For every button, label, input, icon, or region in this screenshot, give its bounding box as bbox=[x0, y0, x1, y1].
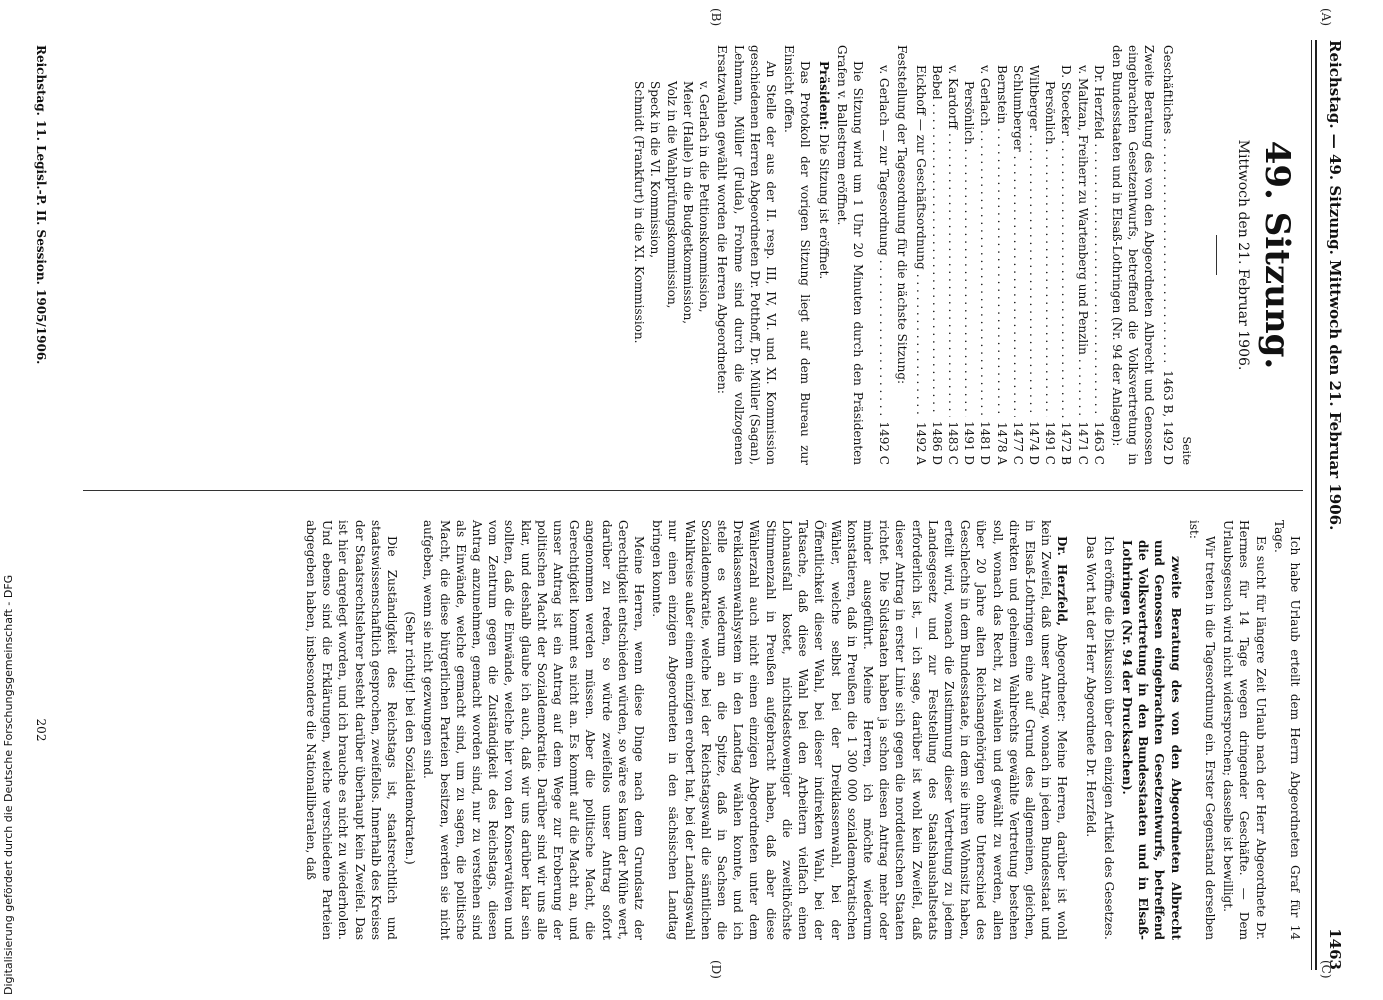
toc-row bbox=[876, 45, 892, 465]
next-agenda: Feststellung der Tagesordnung für die nächste Sitzung: bbox=[895, 45, 910, 385]
toc-dots bbox=[1058, 140, 1074, 418]
toc-row bbox=[1058, 45, 1074, 465]
commission-member: v. Gerlach in die Petitionskommission, bbox=[697, 81, 712, 313]
paragraph: Ich habe Urlaub erteilt dem Herrn Abgeordneten Graf für 14 Tage. bbox=[1271, 520, 1302, 940]
toc-dots bbox=[977, 130, 993, 417]
paragraph: Das Wort hat der Herr Abgeordnete Dr. Herzfeld. bbox=[1083, 536, 1098, 838]
toc-row bbox=[977, 45, 993, 465]
toc-row bbox=[961, 45, 977, 465]
credit-text: Digitalisierung gefördert durch die Deutsche Forschungsgemeinschaft - DFG bbox=[2, 574, 15, 995]
toc-dots bbox=[1091, 143, 1107, 417]
toc-row bbox=[929, 45, 945, 465]
toc-row bbox=[912, 45, 928, 465]
toc-label: v. Gerlach bbox=[978, 65, 993, 126]
president-label: Präsident: bbox=[816, 61, 831, 131]
session-date: Mittwoch den 21. Februar 1906. bbox=[1235, 139, 1251, 371]
digitization-credit bbox=[2, 575, 15, 995]
left-column bbox=[631, 45, 1303, 465]
toc-page: 1463 C bbox=[1091, 421, 1106, 465]
toc-label: v. Maltzan, Freiherr zu Wartenberg und Penzlin bbox=[1075, 65, 1090, 355]
speech-paragraph: Die Zuständigkeit des Reichstags ist, staatsrechtlich und staatswissenschaftlich gesprochen, zweifellos. Innerhalb des Kreises der Staatsrechtslehrer besteht darüber überhaupt kein Zweifel. Das ist hier dargelegt worden, und ich brauche es nicht zu wiederholen. Und ebenso sind die Erklärungen, welche verschiedene Parteien abgegeben haben, insbesondere die Nationalliberalen, daß bbox=[304, 520, 400, 940]
margin-letter-a: (A) bbox=[1319, 8, 1333, 27]
toc-dots bbox=[945, 133, 961, 417]
toc-dots bbox=[1159, 138, 1175, 366]
commission-member: Meier (Halle) in die Budgetkommission, bbox=[680, 81, 695, 325]
seite-label: Seite bbox=[1179, 436, 1193, 465]
toc-page: 1477 C bbox=[1010, 421, 1025, 465]
toc-label: D. Stoecker bbox=[1059, 65, 1074, 137]
header-rule bbox=[1315, 40, 1317, 970]
toc-page: 1483 C bbox=[945, 421, 960, 465]
footer-session-info: Reichstag. 11. Legisl.-P. II. Session. 1905/1906. bbox=[34, 45, 48, 365]
toc-dots bbox=[876, 260, 892, 418]
protocol-paragraph: Das Protokoll der vorigen Sitzung liegt auf dem Bureau zur Einsicht offen. bbox=[782, 45, 813, 465]
toc-label: Persönlich bbox=[962, 81, 977, 145]
running-header bbox=[1321, 40, 1349, 970]
speaker-role: Abgeordneter: bbox=[1055, 633, 1070, 723]
toc-row bbox=[1091, 45, 1107, 465]
toc-dots bbox=[929, 104, 945, 417]
commission-list bbox=[631, 45, 712, 465]
toc-label: Wiltberger bbox=[1026, 65, 1041, 131]
toc-label: Dr. Herzfeld bbox=[1091, 65, 1106, 140]
toc-dots bbox=[1026, 135, 1042, 417]
toc-row bbox=[1026, 45, 1042, 465]
margin-letter-c: (C) bbox=[1319, 960, 1333, 979]
toc-item-text: Zweite Beratung des von den Abgeordneten Albrecht und Genossen eingebrachten Gesetzentwurfs, betreffend die Volksvertretung in den Bundesstaaten und in Elsaß-Lothringen (Nr. 94 der Anlagen): bbox=[1109, 45, 1157, 465]
session-title: 49. Sitzung. bbox=[1257, 140, 1297, 370]
column-divider bbox=[83, 490, 1303, 491]
president-text: Die Sitzung ist eröffnet. bbox=[816, 134, 831, 280]
margin-letter-b: (B) bbox=[709, 8, 723, 27]
speech-paragraph: Meine Herren, darüber ist wohl kein Zweifel, daß unser Antrag, wonach in jedem Bundesstaat und in Elsaß-Lothringen eine auf Grund des allgemeinen, gleichen, direkten und geheimen Wahlrechts gewählte Vertretung bestehen soll, wonach das Recht, zu wählen und gewählt zu werden, allen über 20 Jahre alten Reichsangehörigen ohne Unterschied des Geschlechts in dem Bundesstaate, in dem sie ihren Wohnsitz haben, erteilt wird, wonach die Zustimmung dieser Vertretung zu jedem Landesgesetz und zur Feststellung des Staatshaushaltsetats erforderlich ist, — ich sage, darüber ist wohl kein Zweifel, daß dieser Antrag in erster Linie sich gegen die norddeutschen Staaten richtet. Die Südstaaten haben ja schon diesen Antrag mehr oder minder ausgeführt. Meine Herren, ich möchte wiederum konstatieren, daß in Preußen die 1 300 000 sozialdemokratischen Wähler, welche selbst bei der Dreiklassenwahl, bei der Öffentlichkeit dieser Wahl, bei dieser indirekten Wahl, bei der Tatsache, daß diese Wahl bei den Arbeitern vielfach einen Lohnausfall kostet, nichtsdestoweniger die zweithöchste Stimmenzahl in Preußen aufgebracht haben, daß aber diese Wählerzahl auch nicht einen einzigen Abgeordneten unter dem Dreiklassenwahlsystem in den Landtag wählen konnte, und ich stelle es wiederum an die Spitze, daß in Sachsen die Sozialdemokratie, welche bei der Reichstagswahl die sämtlichen Wahlkreise außer einem einzigen erobert hat, bei der Landtagswahl nur einen einzigen Abgeordneten in den sächsischen Landtag bringen konnte. bbox=[650, 520, 1070, 940]
toc-label: Bebel bbox=[929, 65, 944, 100]
header-page-number: 1463 bbox=[1326, 928, 1344, 970]
toc-page: 1463 B, 1492 D bbox=[1160, 370, 1175, 465]
opening-paragraph: Die Sitzung wird um 1 Uhr 20 Minuten durch den Präsidenten Grafen v. Ballestrem eröffnet. bbox=[834, 45, 865, 465]
commission-member: Schmidt (Frankfurt) in die XI. Kommission. bbox=[632, 81, 647, 344]
toc-page: 1492 A bbox=[913, 421, 928, 465]
commission-paragraph: An Stelle der aus der II. resp. III, IV, VI. und XI. Kommission geschiedenen Herren Abgeordneten Dr. Potthoff, Dr. Müller (Sagan), Lehmann, Müller (Fulda), Frohme sind durch die vollzogenen Ersatzwahlen gewählt worden die Herren Abgeordneten: bbox=[715, 45, 778, 465]
toc-dots bbox=[1042, 149, 1058, 418]
toc-dots bbox=[912, 274, 928, 418]
paragraph: Es sucht für längere Zeit Urlaub nach der Herr Abgeordnete Dr. Hermes für 14 Tage wegen dringender Geschäfte. — Dem Urlaubsgesuch wird nicht widersprochen; dasselbe ist bewilligt. bbox=[1221, 520, 1268, 940]
toc-label: v. Kardorff bbox=[945, 65, 960, 130]
toc-page: 1492 C bbox=[877, 421, 892, 465]
speech-paragraph: Meine Herren, wenn diese Dinge nach dem Grundsatz der Gerechtigkeit entschieden würden, so wäre es kaum der Mühe wert, darüber zu reden, so würde zweifellos unser Antrag sofort angenommen werden müssen. Aber die politische Macht, die Gerechtigkeit kommt es nicht an. Es kommt auf die Macht an, und unser Antrag ist ein Antrag auf dem Wege zur Eroberung der politischen Macht der Sozialdemokratie. Darüber sind wir uns alle klar, und deshalb glaube ich auch, daß wir uns darüber klar sein sollten, daß die Einwände, welche hier von den Konservativen und vom Zentrum gegen die Zuständigkeit des Reichstags, diesen Antrag anzunehmen, gemacht worden sind, nur zu verstehen sind als Einwände, welche gemacht sind, um zu sagen, die politische Macht, die diese bürgerlichen Parteien besitzen, werden sie nicht aufgeben, wenn sie nicht gezwungen sind. bbox=[421, 520, 647, 940]
toc-row bbox=[945, 45, 961, 465]
toc-page: 1474 D bbox=[1026, 421, 1041, 465]
header-title: Reichstag. — 49. Sitzung. Mittwoch den 21. Februar 1906. bbox=[1326, 40, 1344, 531]
toc-page: 1472 B bbox=[1059, 421, 1074, 465]
margin-letter-d: (D) bbox=[709, 960, 723, 979]
toc-page: 1486 D bbox=[929, 421, 944, 465]
toc-label: v. Gerlach — zur Tagesordnung bbox=[877, 65, 892, 256]
speaker-list bbox=[912, 45, 1106, 465]
toc-dots bbox=[961, 149, 977, 417]
toc-dots bbox=[1074, 359, 1090, 418]
toc-label: Eickhoff — zur Geschäftsordnung bbox=[913, 65, 928, 270]
title-rule bbox=[1216, 235, 1217, 275]
commission-member: Speck in die VI. Kommission, bbox=[648, 81, 663, 259]
toc-label: Geschäftliches bbox=[1160, 45, 1175, 135]
header-rule-thin bbox=[1311, 40, 1312, 970]
toc-row bbox=[993, 45, 1009, 465]
toc-dots bbox=[1010, 156, 1026, 418]
toc-page: 1491 D bbox=[962, 421, 977, 465]
commission-member: Volz in die Wahlprüfungskommission, bbox=[664, 81, 679, 309]
toc-label: Bernstein bbox=[994, 65, 1009, 125]
toc-page: 1491 C bbox=[1043, 421, 1058, 465]
toc-row bbox=[1010, 45, 1026, 465]
interjection: (Sehr richtig! bei den Sozialdemokraten.) bbox=[403, 611, 418, 865]
paragraph: Ich eröffne die Diskussion über den einzigen Artikel des Gesetzes. bbox=[1101, 536, 1116, 940]
agenda-item: zweite Beratung des von den Abgeordneten Albrecht und Genossen eingebrachten Gesetzentwurfs, betreffend die Volksvertretung in den Bundesstaaten und in Elsaß-Lothringen (Nr. 94 der Drucksachen). bbox=[1119, 540, 1183, 940]
toc-row bbox=[1042, 45, 1058, 465]
footer-signature-number: 202 bbox=[34, 718, 48, 742]
toc-page: 1481 D bbox=[978, 421, 993, 465]
toc-row bbox=[1159, 45, 1175, 465]
right-column bbox=[301, 520, 1303, 940]
speaker-name: Dr. Herzfeld, bbox=[1055, 536, 1070, 627]
toc-label: Persönlich bbox=[1043, 81, 1058, 145]
toc-page: 1478 A bbox=[994, 421, 1009, 465]
toc-dots bbox=[993, 128, 1009, 418]
paragraph: Wir treten in die Tagesordnung ein. Erster Gegenstand derselben ist: bbox=[1186, 520, 1217, 940]
toc-page: 1471 C bbox=[1075, 421, 1090, 465]
toc-row bbox=[1074, 45, 1090, 465]
toc-label: Schlumberger bbox=[1010, 65, 1025, 152]
